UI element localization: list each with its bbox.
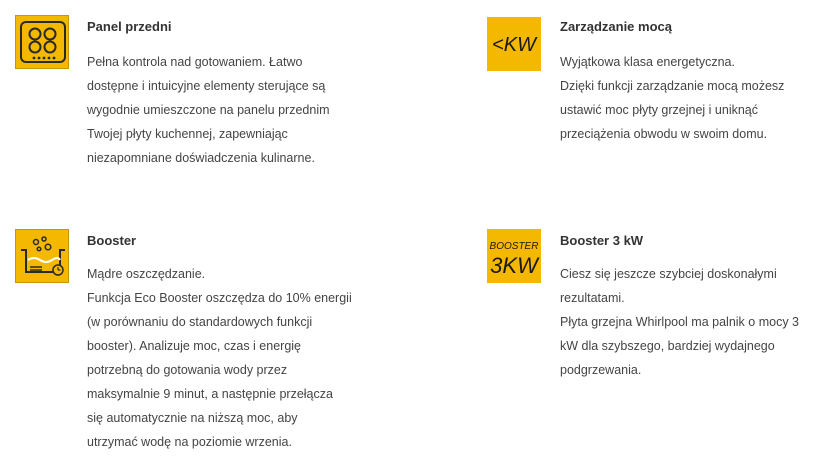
description-line: Wyjątkowa klasa energetyczna. (560, 55, 735, 69)
feature-title: Panel przedni (87, 19, 172, 34)
description-line: maksymalnie 9 minut, a następnie przełącza (87, 387, 333, 401)
feature-title: Zarządzanie mocą (560, 19, 672, 34)
description-line: podgrzewania. (560, 363, 642, 377)
description-line: Funkcja Eco Booster oszczędza do 10% energii (87, 291, 352, 305)
description-line: wygodnie umieszczone na panelu przednim (87, 103, 330, 117)
description-line: (w porównaniu do standardowych funkcji (87, 315, 313, 329)
description-line: Mądre oszczędzanie. (87, 267, 206, 281)
power-management-icon (487, 17, 541, 71)
feature-description (560, 50, 784, 146)
description-line: przeciążenia obwodu w swoim domu. (560, 127, 768, 141)
description-line: Pełna kontrola nad gotowaniem. Łatwo (87, 55, 303, 69)
description-line: rezultatami. (560, 291, 625, 305)
feature-description (560, 262, 799, 382)
icon-text: <KW (492, 34, 536, 56)
feature-description (87, 50, 330, 170)
feature-title: Booster (87, 233, 137, 248)
icon-text-top: BOOSTER (489, 241, 539, 252)
feature-description (87, 262, 352, 454)
description-line: utrzymać wodę na poziomie wrzenia. (87, 435, 292, 449)
description-line: niezapomniane doświadczenia kulinarne. (87, 151, 315, 165)
description-line: się automatycznie na niższą moc, aby (87, 411, 298, 425)
description-line: Twojej płyty kuchennej, zapewniając (87, 127, 288, 141)
boiling-pot-icon (15, 229, 69, 283)
description-line: dostępne i intuicyjne elementy sterujące są (87, 79, 326, 93)
description-line: Dzięki funkcji zarządzanie mocą możesz (560, 79, 785, 93)
description-line: kW dla szybszego, bardziej wydajnego (560, 339, 775, 353)
icon-text-bottom: 3KW (490, 253, 538, 278)
description-line: Ciesz się jeszcze szybciej doskonałymi (560, 267, 777, 281)
description-line: booster). Analizuje moc, czas i energię (87, 339, 301, 353)
booster-3kw-icon (487, 229, 541, 283)
description-line: potrzebną do gotowania wody przez (87, 363, 288, 377)
description-line: ustawić moc płyty grzejnej i uniknąć (560, 103, 758, 117)
description-line: Płyta grzejna Whirlpool ma palnik o mocy 3 (560, 315, 799, 329)
cooktop-panel-icon (15, 15, 69, 69)
feature-title: Booster 3 kW (560, 233, 644, 248)
